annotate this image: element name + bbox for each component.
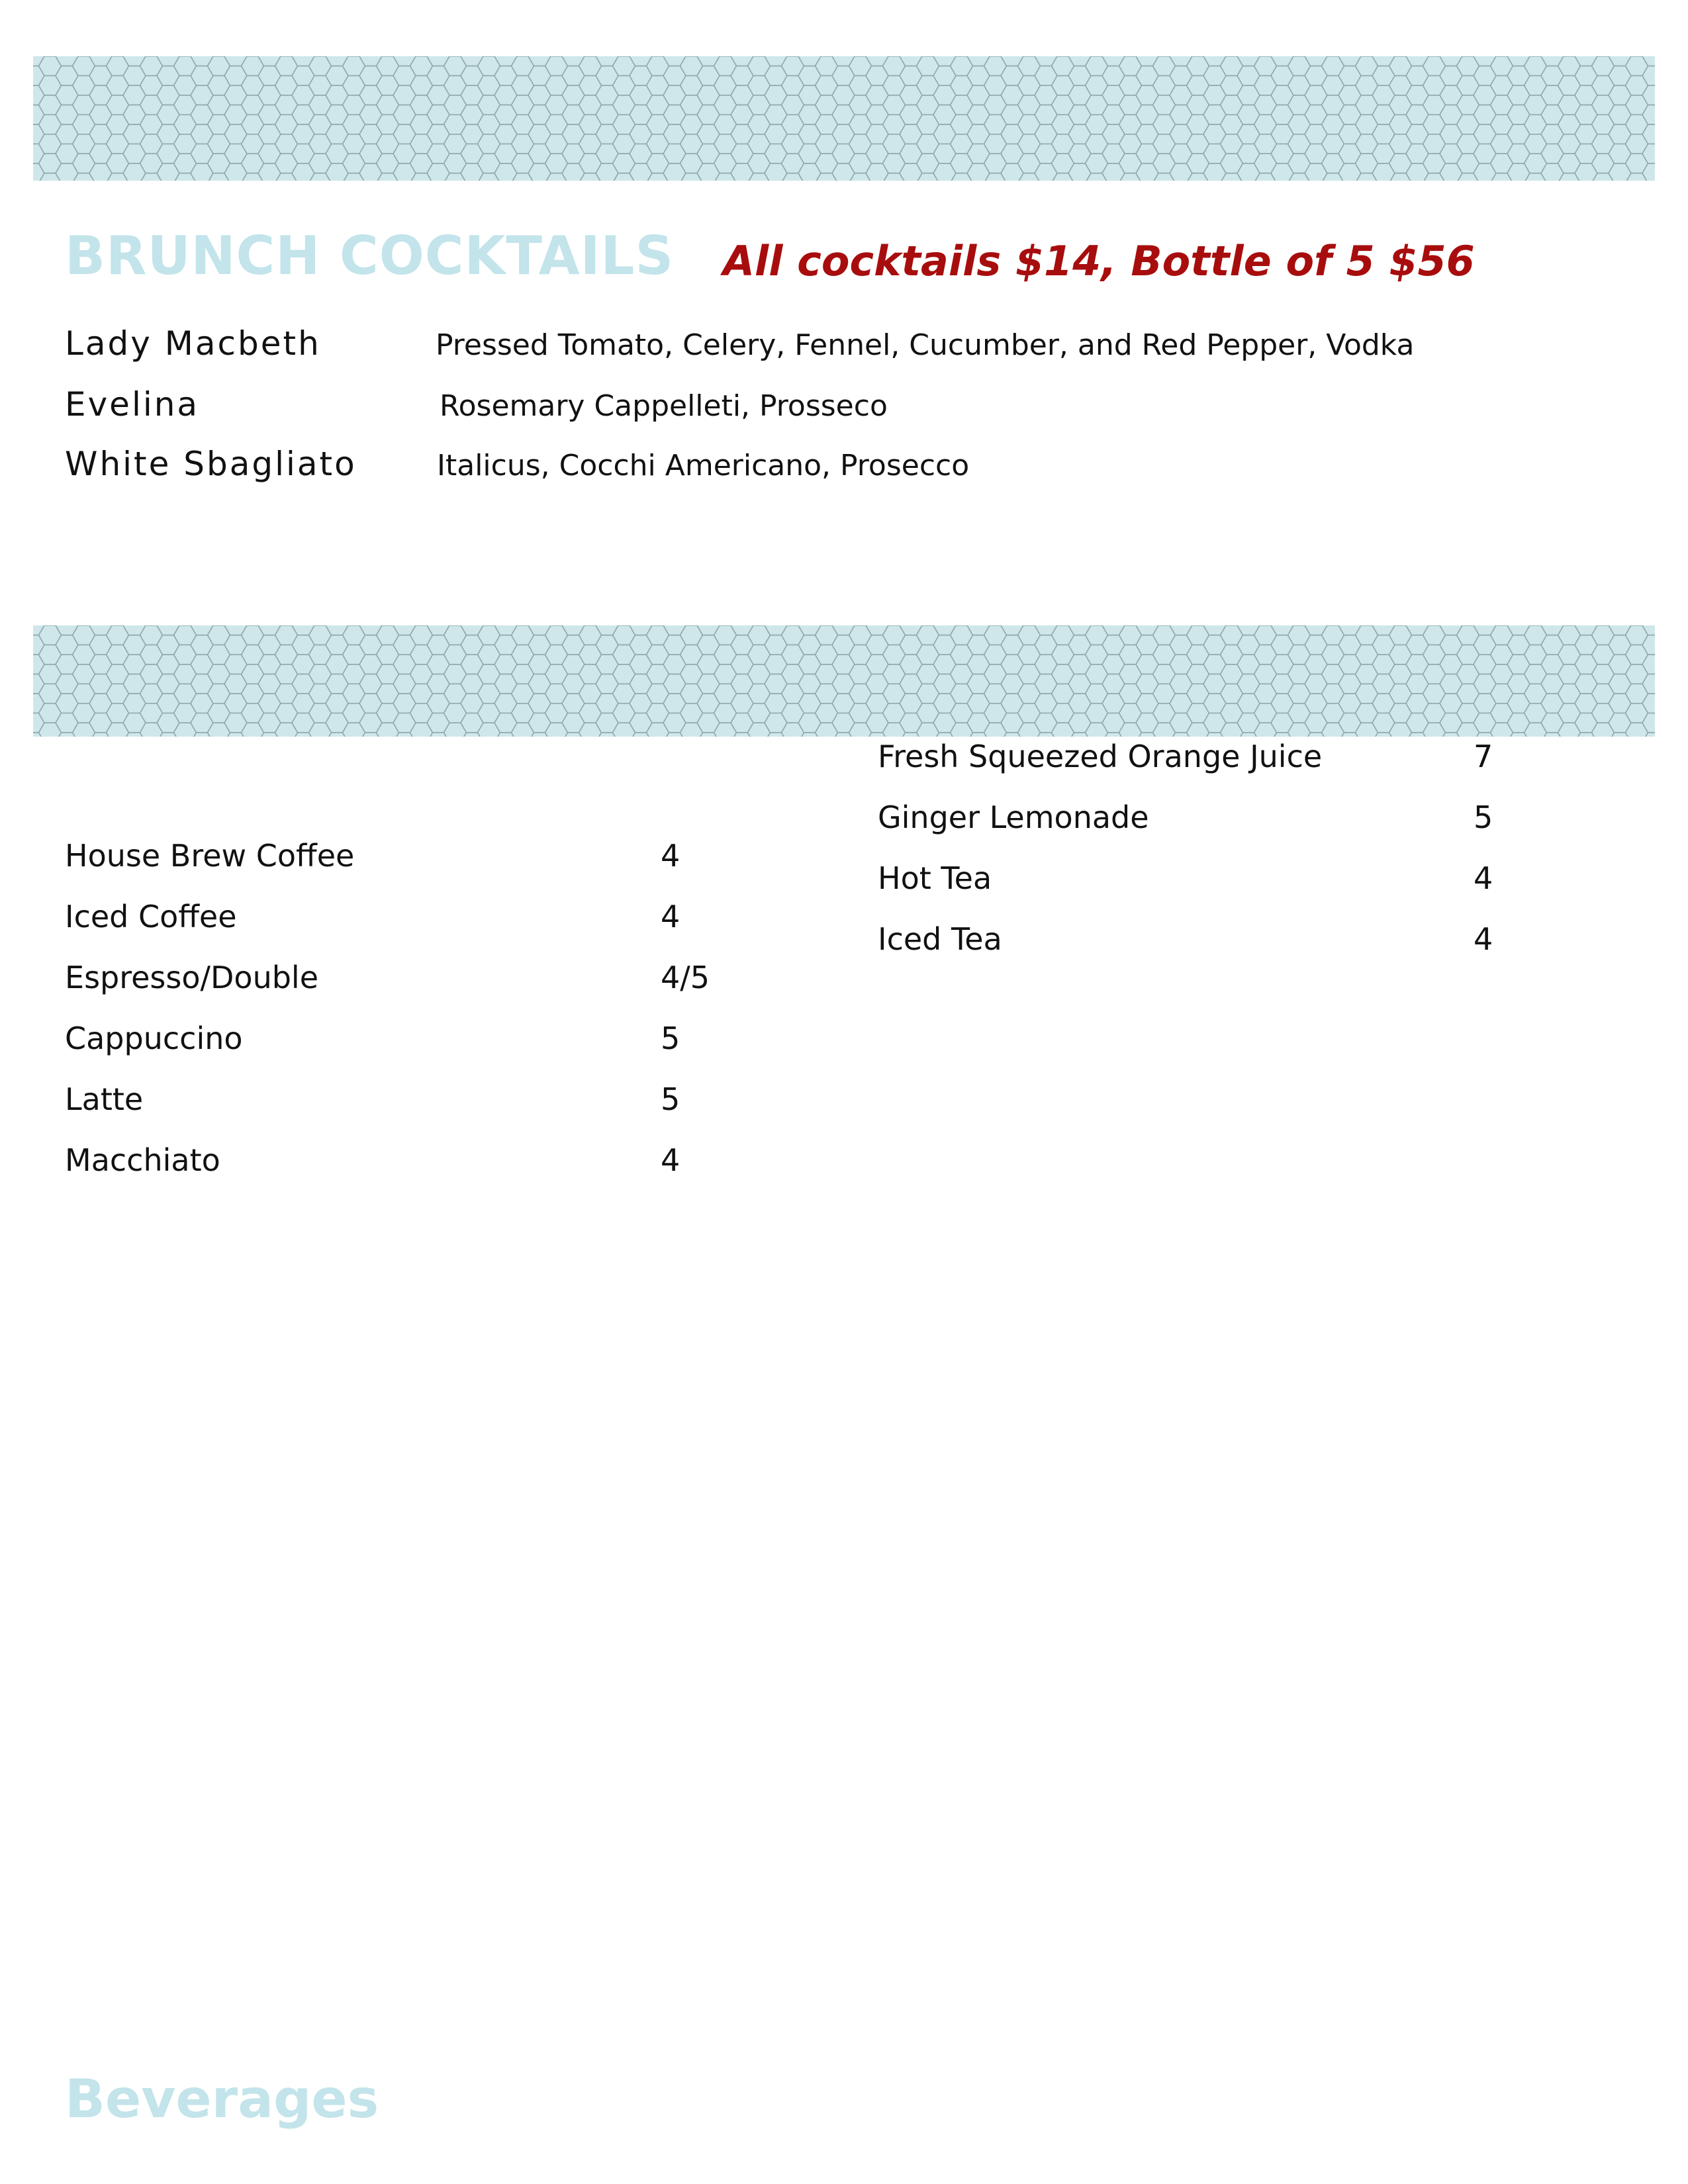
- drink-name: Espresso/Double: [65, 960, 319, 995]
- section-title-beverages: Beverages: [65, 2068, 379, 2130]
- cocktail-description: Pressed Tomato, Celery, Fennel, Cucumber, and Red Pepper, Vodka: [436, 328, 1415, 362]
- drink-item: [65, 838, 727, 899]
- drink-item: [878, 921, 1540, 982]
- drink-item: [65, 899, 727, 960]
- drink-item: [878, 860, 1540, 921]
- drink-name: Cappuccino: [65, 1021, 243, 1056]
- drink-price: 4: [661, 899, 680, 934]
- cocktail-name: Evelina: [65, 385, 200, 424]
- drink-price: 4: [661, 1142, 680, 1178]
- hexagon-pattern: [33, 625, 1655, 737]
- drink-name: Iced Coffee: [65, 899, 237, 934]
- drink-name: Ginger Lemonade: [878, 799, 1149, 835]
- drink-item: [878, 739, 1540, 799]
- cocktail-description: Rosemary Cappelleti, Prosseco: [440, 389, 888, 423]
- hexagon-banner-top: [33, 56, 1655, 181]
- drink-price: 4: [1474, 921, 1493, 957]
- drink-item: [65, 1021, 727, 1081]
- cocktail-name: White Sbagliato: [65, 445, 357, 483]
- drink-name: Macchiato: [65, 1142, 220, 1178]
- hexagon-banner-middle: [33, 625, 1655, 737]
- cocktail-name: Lady Macbeth: [65, 324, 321, 363]
- drink-name: Hot Tea: [878, 860, 992, 896]
- section-title-cocktails: BRUNCH COCKTAILS: [65, 225, 675, 287]
- drink-price: 5: [661, 1081, 680, 1117]
- other-drinks-list: [878, 739, 1540, 982]
- drink-name: House Brew Coffee: [65, 838, 355, 874]
- drink-price: 5: [661, 1021, 680, 1056]
- coffee-list: [65, 838, 727, 1203]
- drink-price: 7: [1474, 739, 1493, 774]
- drink-name: Latte: [65, 1081, 144, 1117]
- drink-item: [65, 960, 727, 1021]
- drink-name: Iced Tea: [878, 921, 1002, 957]
- cocktail-price-note: All cocktails $14, Bottle of 5 $56: [723, 237, 1475, 285]
- cocktail-item: [65, 385, 1587, 438]
- drink-price: 4: [661, 838, 680, 874]
- cocktail-item: [65, 445, 1587, 498]
- cocktail-item: [65, 324, 1587, 377]
- drink-name: Fresh Squeezed Orange Juice: [878, 739, 1323, 774]
- hexagon-pattern: [33, 56, 1655, 181]
- drink-price: 5: [1474, 799, 1493, 835]
- drink-item: [878, 799, 1540, 860]
- drink-price: 4/5: [661, 960, 710, 995]
- drink-item: [65, 1142, 727, 1203]
- drink-price: 4: [1474, 860, 1493, 896]
- drink-item: [65, 1081, 727, 1142]
- cocktail-description: Italicus, Cocchi Americano, Prosecco: [437, 449, 970, 482]
